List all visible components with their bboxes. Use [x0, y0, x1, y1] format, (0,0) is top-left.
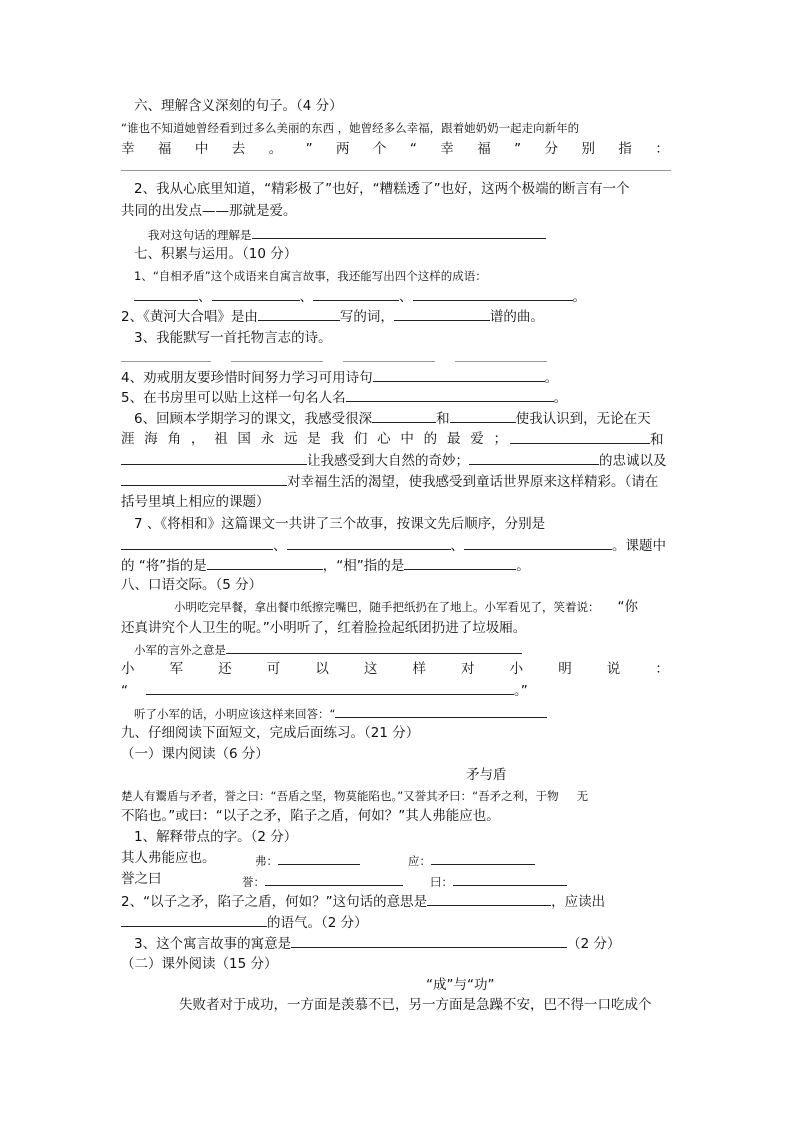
char: 别: [581, 141, 595, 157]
char: 最: [446, 431, 461, 447]
char: 永: [260, 431, 275, 447]
char: 幸: [121, 141, 135, 157]
s7-q6-line2: [121, 430, 507, 448]
text: “: [121, 683, 128, 699]
char: ：: [655, 141, 669, 157]
text: “你: [617, 599, 638, 615]
char: 对: [461, 661, 475, 677]
s6-q2-line3: [148, 225, 546, 244]
s7-q6-line1: [134, 409, 651, 428]
text: 无: [576, 789, 589, 803]
s7-q6-line2-tail: [510, 430, 664, 449]
s8-q2: [121, 660, 669, 678]
s7-q7-line3: [121, 556, 530, 575]
text: 4、劝戒朋友要珍惜时间努力学习可用诗句: [121, 370, 373, 386]
text: ，“相”指的是: [322, 558, 405, 574]
char: 福: [477, 141, 491, 157]
idiom-blank-2[interactable]: [212, 287, 300, 301]
text: 曰：: [430, 875, 453, 889]
idiom-blank-3[interactable]: [313, 287, 399, 301]
s9-q1-row1: 其人弗能应也。: [121, 850, 216, 866]
s9-q2-line2: [121, 913, 368, 932]
char: 军: [169, 661, 184, 677]
part2-heading: （二）课外阅读（15 分）: [121, 956, 278, 972]
text: 楚人有鬻盾与矛者，誉之曰：“吾盾之坚，物莫能陷也。”又誉其矛曰：“吾矛之利，于物: [121, 789, 559, 803]
text: 5、在书房里可以贴上这样一句名人名: [121, 390, 346, 406]
text: 2、《黄河大合唱》是由: [121, 309, 258, 325]
section8-heading: 八、口语交际。（5 分）: [121, 577, 263, 593]
story-blank-1[interactable]: [121, 536, 273, 550]
text: 。课题中: [612, 538, 666, 554]
period: 。: [553, 390, 568, 406]
story-line1: [121, 787, 588, 805]
char: 涯: [121, 431, 135, 447]
prompt: 我对这句话的理解是: [148, 228, 252, 242]
jiang-blank[interactable]: [207, 556, 323, 570]
s7-q7-line1: 7 、《将相和》这篇课文一共讲了三个故事，按课文先后顺序，分别是: [134, 516, 546, 532]
answer-blank[interactable]: [252, 225, 546, 239]
section6-heading: 六、理解含义深刻的句子。（4 分）: [134, 98, 343, 114]
text: 2、“以子之矛，陷子之盾，何如？”这句话的意思是: [121, 894, 428, 910]
text: 。”: [514, 683, 528, 699]
char: 样: [412, 661, 426, 677]
s7-q1: 1、“自相矛盾”这个成语来自寓言故事，我还能写出四个这样的成语：: [134, 269, 487, 283]
char: 可: [266, 661, 281, 677]
lesson-blank-1[interactable]: [372, 409, 436, 423]
moral-blank[interactable]: [291, 934, 567, 948]
lesson-blank-3[interactable]: [510, 430, 650, 444]
char: 中: [194, 141, 209, 157]
char: 祖: [214, 431, 228, 447]
poem-line-4[interactable]: [455, 361, 547, 362]
s8-story-line2: 还真讲究个人卫生的呢。”小明听了，红着脸捡起纸团扔进了垃圾厢。: [121, 620, 527, 636]
char: 这: [363, 661, 378, 677]
char: 幸: [440, 141, 454, 157]
lesson-blank-4[interactable]: [121, 451, 307, 465]
char: 两: [336, 141, 350, 157]
s7-q4: [121, 368, 558, 387]
fu-blank[interactable]: [278, 851, 360, 865]
text: 让我感受到大自然的奇妙；: [307, 453, 469, 469]
tone-blank[interactable]: [121, 913, 267, 927]
s8-q3: [134, 704, 547, 723]
text: 和: [436, 411, 450, 427]
lesson-blank-5[interactable]: [469, 451, 599, 465]
text: 应：: [408, 854, 431, 868]
sep: 、: [299, 289, 313, 305]
story-line2: 不陷也。”或曰：“以子之矛，陷子之盾，何如？”其人弗能应也。: [121, 808, 500, 824]
s7-q5: [121, 388, 567, 407]
text: 的语气。（2 分）: [267, 915, 368, 931]
story-blank-2[interactable]: [287, 536, 451, 550]
char: 分: [544, 141, 559, 157]
s9-q2-line1: [121, 892, 605, 911]
char: 的: [423, 431, 438, 447]
poem-quote-blank[interactable]: [373, 368, 545, 382]
text: 小军的言外之意是: [134, 643, 226, 657]
char: 爱: [470, 431, 484, 447]
char: 小: [121, 661, 135, 677]
text: 的忠诚以及: [599, 453, 667, 469]
char: 远: [283, 431, 298, 447]
text: 小明吃完早餐，拿出餐巾纸擦完嘴巴，随手把纸扔在了地上。小军看见了，笑着说：: [174, 600, 600, 614]
answer-line[interactable]: [121, 170, 671, 171]
idiom-blank-1[interactable]: [134, 287, 198, 301]
ying-blank[interactable]: [431, 851, 535, 865]
text: 誉：: [242, 875, 265, 889]
xiaoming-reply-blank[interactable]: [335, 704, 547, 718]
s8-q2-answer: [121, 681, 528, 700]
period: 。: [544, 370, 559, 386]
lesson-blank-6[interactable]: [121, 472, 287, 486]
text: 的 “将”指的是: [121, 558, 207, 574]
s6-q2-line2: 共同的出发点——那就是爱。: [121, 203, 297, 219]
text: 对幸福生活的渴望，使我感受到童话世界原来这样精彩。（请在: [287, 474, 659, 490]
s6-q1-line2: [121, 140, 669, 158]
poem-line-2[interactable]: [231, 361, 323, 362]
sep: 、: [198, 289, 212, 305]
char: 中: [400, 431, 414, 447]
char: 我: [330, 431, 345, 447]
char: 心: [377, 431, 391, 447]
char: ，: [190, 431, 205, 447]
s7-q6-line3: [121, 451, 667, 470]
poem-line-3[interactable]: [343, 361, 435, 362]
s9-q1-row2: 誉之曰: [121, 871, 162, 887]
period: 。: [516, 558, 530, 574]
char: ；: [493, 431, 507, 447]
composer-blank[interactable]: [394, 307, 490, 321]
sep: 、: [273, 538, 287, 554]
s7-q6-line5: 括号里填上相应的课题）: [121, 494, 270, 510]
yu-blank[interactable]: [265, 872, 403, 886]
idiom-blank-4[interactable]: [413, 287, 573, 301]
char: 去: [231, 141, 246, 157]
meaning-blank[interactable]: [427, 892, 551, 906]
s9-q3: [134, 934, 620, 953]
char: “: [409, 141, 417, 157]
char: 。: [268, 141, 283, 157]
char: 福: [157, 141, 172, 157]
quote-blank[interactable]: [346, 388, 554, 402]
s7-q1-blanks: [134, 287, 586, 306]
article-title: “成”与“功”: [426, 977, 495, 993]
char: 说: [606, 661, 621, 677]
xiaojun-blank[interactable]: [146, 681, 514, 695]
poem-line-1[interactable]: [121, 361, 211, 362]
char: 小: [509, 661, 524, 677]
s9-q1-yue: [430, 872, 567, 891]
story-title: 矛与盾: [466, 767, 507, 783]
text: “: [329, 707, 336, 721]
s7-q3: 3、我能默写一首托物言志的诗。: [134, 330, 332, 346]
s7-q7-line2: [121, 536, 666, 555]
section9-heading: 九、仔细阅读下面短文，完成后面练习。（21 分）: [121, 725, 420, 741]
char: 国: [237, 431, 251, 447]
text: 谱的曲。: [489, 309, 544, 325]
text: ，应读出: [551, 894, 606, 910]
char: 以: [315, 661, 329, 677]
text: 弗：: [255, 854, 278, 868]
xiang-blank[interactable]: [404, 556, 516, 570]
text: 3、这个寓言故事的寓意是: [134, 936, 292, 952]
text: 6、回顾本学期学习的课文，我感受很深: [134, 411, 373, 427]
yue-blank[interactable]: [453, 872, 567, 886]
char: ”: [514, 141, 522, 157]
s7-q6-line4: [121, 472, 658, 491]
char: ：: [655, 661, 669, 677]
story-blank-3[interactable]: [464, 536, 612, 550]
char: 个: [372, 141, 387, 157]
char: 指: [618, 141, 632, 157]
char: 们: [353, 431, 368, 447]
s6-q2-line1: 2、我从心底里知道，“精彩极了”也好，“糟糕透了”也好，这两个极端的断言有一个: [134, 181, 630, 197]
char: 海: [144, 431, 158, 447]
char: ”: [305, 141, 313, 157]
s7-q2: [121, 307, 544, 326]
article-line1: 失败者对于成功，一方面是羡慕不已，另一方面是急躁不安，巴不得一口吃成个: [179, 997, 652, 1013]
period: 。: [572, 289, 586, 305]
s6-q1-line1: “谁也不知道她曾经看到过多么美丽的东西 ，她曾经多么幸福，跟着她奶奶一起走向新年的: [121, 121, 580, 135]
sep: 、: [450, 538, 464, 554]
text: 写的词，: [339, 309, 394, 325]
text: （2 分）: [567, 936, 621, 952]
part1-heading: （一）课内阅读（6 分）: [121, 746, 269, 762]
section7-heading: 七、积累与运用。（10 分）: [134, 246, 298, 262]
s9-q1-fu: [255, 851, 360, 870]
char: 明: [558, 661, 572, 677]
s8-q1: [134, 640, 522, 659]
lesson-blank-2[interactable]: [450, 409, 516, 423]
char: 角: [167, 431, 182, 447]
char: 还: [218, 661, 232, 677]
implied-meaning-blank[interactable]: [226, 640, 522, 654]
text: 使我认识到，无论在天: [515, 411, 651, 427]
lyricist-blank[interactable]: [258, 307, 340, 321]
char: 是: [307, 431, 321, 447]
text: 和: [650, 432, 664, 448]
s8-story-line1: [174, 598, 638, 616]
s9-q1-yu: [242, 872, 403, 891]
s9-q1-ying: [408, 851, 535, 870]
text: 听了小军的话，小明应该这样来回答：: [134, 707, 330, 721]
sep: 、: [399, 289, 413, 305]
s9-q1: 1、解释带点的字。（2 分）: [134, 829, 298, 845]
